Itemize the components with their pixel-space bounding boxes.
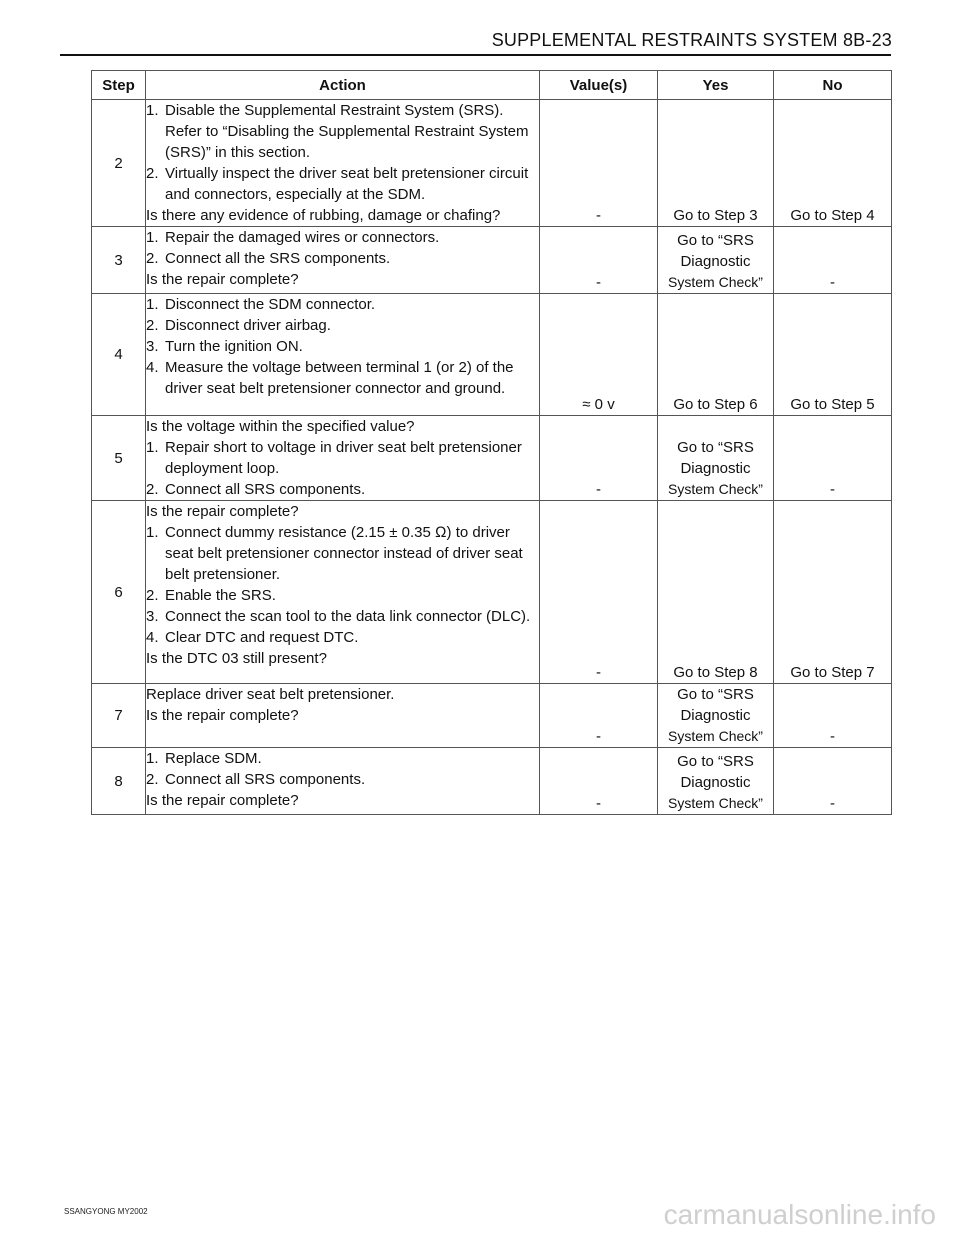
column-header-values: Value(s)	[540, 71, 658, 100]
yes-cell	[658, 100, 774, 227]
value-cell: -	[540, 748, 658, 815]
action-item	[146, 357, 539, 399]
header-rule	[60, 54, 891, 56]
column-header-yes: Yes	[658, 71, 774, 100]
diagnostic-table	[91, 70, 892, 815]
table-body	[92, 100, 892, 815]
action-item-number: 1.	[146, 750, 159, 767]
action-item-text: Disable the Supplemental Restraint System (SRS). Refer to “Disabling the Supplemental Restraint System (SRS)” in this section.	[165, 102, 529, 161]
yes-line: Diagnostic	[680, 253, 751, 270]
action-item-number: 2.	[146, 481, 159, 498]
yes-line: Diagnostic	[680, 460, 751, 477]
action-item-number: 1.	[146, 102, 159, 119]
action-item-number: 4.	[146, 359, 159, 376]
no-cell: -	[774, 748, 892, 815]
table-row	[92, 501, 892, 684]
action-item-text: Connect all the SRS components.	[165, 250, 391, 267]
action-item	[146, 769, 539, 790]
column-header-no: No	[774, 71, 892, 100]
yes-line: Go to Step 8	[673, 664, 758, 681]
yes-line: System Check”	[668, 728, 763, 744]
action-item	[146, 437, 539, 479]
action-item-text: Virtually inspect the driver seat belt pretensioner circuit and connectors, especially at the SDM.	[165, 165, 529, 203]
action-item	[146, 294, 539, 315]
page-header-title: SUPPLEMENTAL RESTRAINTS SYSTEM 8B-23	[491, 30, 892, 50]
yes-line: Go to “SRS	[677, 232, 754, 249]
yes-cell	[658, 501, 774, 684]
no-cell: -	[774, 227, 892, 294]
action-item-number: 4.	[146, 629, 159, 646]
step-number: 7	[92, 684, 146, 748]
action-item-number: 1.	[146, 296, 159, 313]
action-item	[146, 585, 539, 606]
table-row	[92, 100, 892, 227]
action-item	[146, 315, 539, 336]
action-item-text: Disconnect the SDM connector.	[165, 296, 376, 313]
action-question: Is there any evidence of rubbing, damage or chafing?	[146, 207, 501, 224]
no-cell: Go to Step 5	[774, 294, 892, 416]
action-question: Is the voltage within the specified value?	[146, 418, 415, 435]
action-cell	[146, 748, 540, 815]
action-item-text: Turn the ignition ON.	[165, 338, 303, 355]
yes-cell	[658, 227, 774, 294]
yes-line: Go to Step 6	[673, 396, 758, 413]
yes-cell	[658, 748, 774, 815]
action-item-number: 2.	[146, 165, 159, 182]
action-item-text: Connect all SRS components.	[165, 771, 366, 788]
action-item	[146, 606, 539, 627]
yes-line: Go to “SRS	[677, 753, 754, 770]
no-cell: Go to Step 4	[774, 100, 892, 227]
action-item	[146, 522, 539, 585]
action-cell	[146, 294, 540, 416]
yes-line: System Check”	[668, 481, 763, 497]
step-number: 8	[92, 748, 146, 815]
action-cell	[146, 227, 540, 294]
action-item	[146, 100, 539, 163]
action-question: Is the DTC 03 still present?	[146, 650, 327, 667]
action-question: Is the repair complete?	[146, 792, 299, 809]
action-item	[146, 336, 539, 357]
action-item	[146, 627, 539, 648]
value-cell: -	[540, 416, 658, 501]
action-item-number: 2.	[146, 250, 159, 267]
action-item-text: Repair the damaged wires or connectors.	[165, 229, 440, 246]
action-item-text: Clear DTC and request DTC.	[165, 629, 359, 646]
action-item	[146, 748, 539, 769]
yes-line: Go to “SRS	[677, 686, 754, 703]
action-item-number: 3.	[146, 338, 159, 355]
column-header-action: Action	[146, 71, 540, 100]
no-cell: -	[774, 684, 892, 748]
value-cell: -	[540, 501, 658, 684]
action-item	[146, 163, 539, 205]
footer-publication: SSANGYONG MY2002	[64, 1207, 148, 1216]
yes-line: Diagnostic	[680, 707, 751, 724]
action-item-text: Disconnect driver airbag.	[165, 317, 331, 334]
table-row	[92, 748, 892, 815]
table-row	[92, 227, 892, 294]
action-item-number: 2.	[146, 771, 159, 788]
action-cell	[146, 416, 540, 501]
yes-line: Go to Step 3	[673, 207, 758, 224]
value-cell: -	[540, 684, 658, 748]
no-cell: Go to Step 7	[774, 501, 892, 684]
action-item	[146, 248, 539, 269]
table-row	[92, 684, 892, 748]
action-cell	[146, 501, 540, 684]
action-item-text: Connect the scan tool to the data link connector (DLC).	[165, 608, 531, 625]
action-item-number: 1.	[146, 439, 159, 456]
action-cell	[146, 684, 540, 748]
action-item-text: Enable the SRS.	[165, 587, 276, 604]
action-item-number: 2.	[146, 587, 159, 604]
action-cell	[146, 100, 540, 227]
step-number: 6	[92, 501, 146, 684]
yes-cell	[658, 294, 774, 416]
value-cell: -	[540, 100, 658, 227]
table-row	[92, 294, 892, 416]
yes-cell	[658, 416, 774, 501]
yes-cell	[658, 684, 774, 748]
action-item-number: 2.	[146, 317, 159, 334]
yes-line: Diagnostic	[680, 774, 751, 791]
action-item-text: Connect dummy resistance (2.15 ± 0.35 Ω) to driver seat belt pretensioner connector instead of driver seat belt pretensioner.	[165, 524, 523, 583]
table-header-row	[92, 71, 892, 100]
action-item	[146, 479, 539, 500]
table-row	[92, 416, 892, 501]
step-number: 3	[92, 227, 146, 294]
action-item-number: 3.	[146, 608, 159, 625]
action-question: Replace driver seat belt pretensioner.	[146, 686, 395, 703]
action-item-text: Measure the voltage between terminal 1 (or 2) of the driver seat belt pretensioner connector and ground.	[165, 359, 514, 397]
action-item-text: Replace SDM.	[165, 750, 262, 767]
action-item-number: 1.	[146, 524, 159, 541]
action-item-text: Repair short to voltage in driver seat belt pretensioner deployment loop.	[165, 439, 522, 477]
watermark: carmanualsonline.info	[663, 1199, 936, 1230]
value-cell: -	[540, 227, 658, 294]
step-number: 4	[92, 294, 146, 416]
yes-line: Go to “SRS	[677, 439, 754, 456]
yes-line: System Check”	[668, 274, 763, 290]
action-question: Is the repair complete?	[146, 707, 299, 724]
action-question: Is the repair complete?	[146, 503, 299, 520]
no-cell: -	[774, 416, 892, 501]
action-item-text: Connect all SRS components.	[165, 481, 366, 498]
value-cell: ≈ 0 v	[540, 294, 658, 416]
step-number: 2	[92, 100, 146, 227]
action-item-number: 1.	[146, 229, 159, 246]
action-item	[146, 227, 539, 248]
column-header-step: Step	[92, 71, 146, 100]
step-number: 5	[92, 416, 146, 501]
yes-line: System Check”	[668, 795, 763, 811]
action-question: Is the repair complete?	[146, 271, 299, 288]
